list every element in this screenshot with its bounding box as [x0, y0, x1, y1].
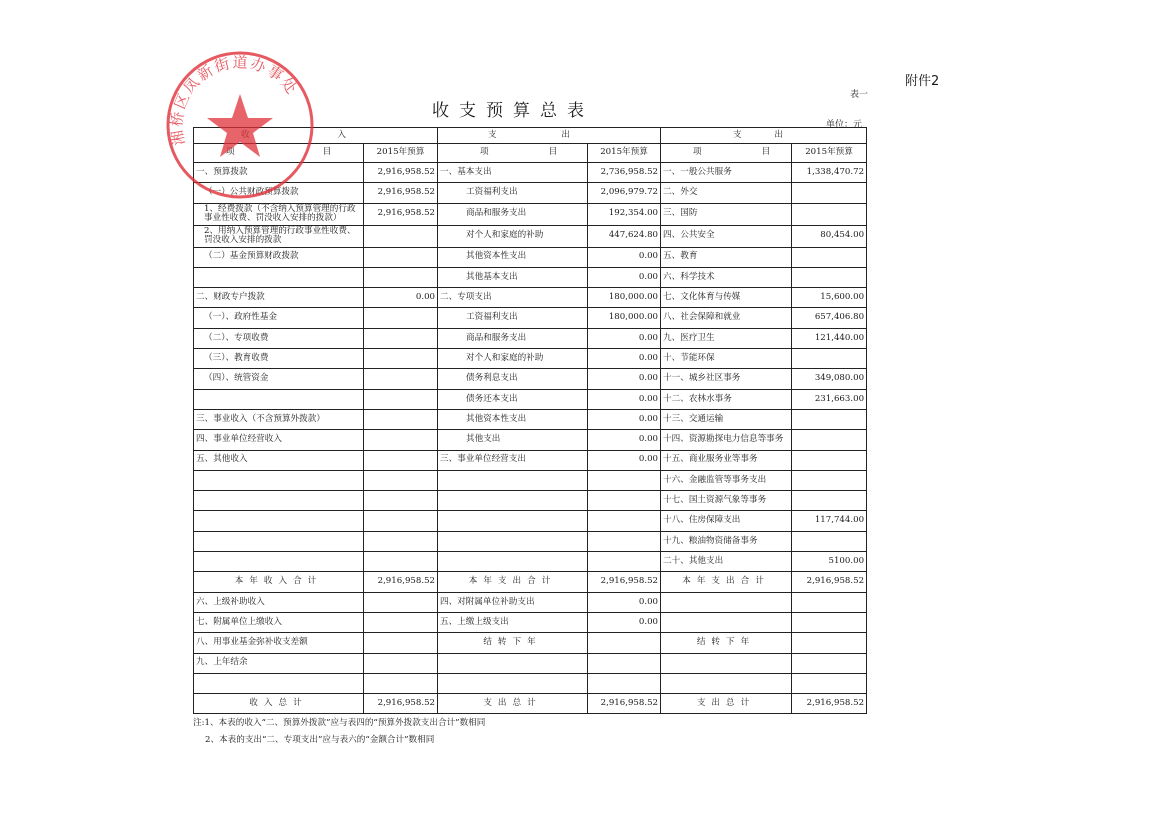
table-row	[194, 203, 867, 225]
item-cell: 对个人和家庭的补助	[438, 349, 588, 369]
table-row	[194, 349, 867, 369]
amount-cell	[364, 470, 438, 490]
amount-cell: 2,916,958.52	[588, 572, 661, 592]
footnote-2: 2、本表的支出“二、专项支出”应与表六的“金额合计”数相同	[205, 735, 435, 745]
item-cell	[438, 653, 588, 673]
item-cell: 工资福利支出	[438, 183, 588, 203]
amount-cell	[792, 183, 867, 203]
item-cell: 其他资本性支出	[438, 409, 588, 429]
item-cell: 十八、住房保障支出	[661, 511, 792, 531]
amount-cell	[364, 409, 438, 429]
item-cell	[661, 673, 792, 693]
amount-cell: 0.00	[588, 450, 661, 470]
item-cell	[438, 470, 588, 490]
amount-cell	[364, 328, 438, 348]
item-cell: 支出总计	[438, 694, 588, 714]
amount-cell: 0.00	[588, 369, 661, 389]
amount-cell: 2,916,958.52	[364, 694, 438, 714]
item-cell: 三、事业收入（不含预算外拨款）	[194, 409, 364, 429]
amount-cell	[364, 308, 438, 328]
item-cell: 五、其他收入	[194, 450, 364, 470]
table-row	[194, 491, 867, 511]
seal-text: 湘桥区凤新街道办事处	[167, 53, 302, 147]
item-cell: （二）基金预算财政拨款	[194, 247, 364, 267]
amount-cell	[588, 511, 661, 531]
amount-cell: 1,338,470.72	[792, 163, 867, 183]
item-cell: 结转下年	[661, 633, 792, 653]
table-row	[194, 673, 867, 693]
amount-cell: 180,000.00	[588, 288, 661, 308]
table-row	[194, 225, 867, 247]
table-row	[194, 694, 867, 714]
expense-group-header-1	[438, 128, 661, 144]
item-cell: 对个人和家庭的补助	[438, 225, 588, 247]
amount-cell: 2,916,958.52	[364, 183, 438, 203]
amount-cell	[364, 653, 438, 673]
item-cell: 三、国防	[661, 203, 792, 225]
item-cell	[661, 612, 792, 632]
amount-cell	[364, 552, 438, 572]
amount-cell	[364, 633, 438, 653]
item-cell: 一、基本支出	[438, 163, 588, 183]
amount-cell	[364, 369, 438, 389]
item-cell: 六、科学技术	[661, 267, 792, 287]
amount-cell	[792, 633, 867, 653]
amount-cell: 2,916,958.52	[792, 572, 867, 592]
amount-cell: 0.00	[364, 288, 438, 308]
item-cell: 四、事业单位经营收入	[194, 430, 364, 450]
item-cell	[194, 673, 364, 693]
group-char: 出	[774, 129, 783, 140]
table-number: 表一	[850, 90, 869, 100]
expense-group-header-2	[661, 128, 867, 144]
amount-cell	[588, 470, 661, 490]
amount-cell	[364, 389, 438, 409]
item-cell: 十五、商业服务业等事务	[661, 450, 792, 470]
table-row	[194, 592, 867, 612]
amount-cell: 0.00	[588, 409, 661, 429]
item-cell: 九、医疗卫生	[661, 328, 792, 348]
item-cell: 其他基本支出	[438, 267, 588, 287]
item-cell: 十三、交通运输	[661, 409, 792, 429]
item-cell	[438, 491, 588, 511]
amount-cell	[792, 203, 867, 225]
item-char: 目	[548, 147, 558, 158]
item-cell	[194, 531, 364, 551]
amount-cell	[364, 511, 438, 531]
item-cell: （一）公共财政预算拨款	[194, 183, 364, 203]
amount-cell	[792, 430, 867, 450]
table-row	[194, 267, 867, 287]
amount-cell: 2,916,958.52	[792, 694, 867, 714]
item-cell: 2、用纳入预算管理的行政事业性收费、罚没收入安排的拨款	[194, 225, 364, 247]
amount-cell: 0.00	[588, 328, 661, 348]
item-cell: 结转下年	[438, 633, 588, 653]
amount-cell: 447,624.80	[588, 225, 661, 247]
budget-header: 2015年预算	[364, 144, 438, 163]
amount-cell	[364, 491, 438, 511]
budget-header: 2015年预算	[588, 144, 661, 163]
item-cell: 五、上缴上级支出	[438, 612, 588, 632]
item-cell: 四、对附属单位补助支出	[438, 592, 588, 612]
amount-cell	[588, 552, 661, 572]
item-cell	[194, 552, 364, 572]
item-cell: 其他支出	[438, 430, 588, 450]
table-row	[194, 247, 867, 267]
item-cell: （二）、专项收费	[194, 328, 364, 348]
item-cell	[661, 653, 792, 673]
item-char: 项	[693, 147, 702, 158]
item-cell	[438, 552, 588, 572]
amount-cell: 5100.00	[792, 552, 867, 572]
amount-cell	[792, 267, 867, 287]
item-cell: 二十、其他支出	[661, 552, 792, 572]
amount-cell	[364, 267, 438, 287]
amount-cell: 0.00	[588, 349, 661, 369]
item-cell: 十一、城乡社区事务	[661, 369, 792, 389]
amount-cell	[364, 349, 438, 369]
footnotes	[193, 715, 485, 749]
amount-cell: 349,080.00	[792, 369, 867, 389]
item-cell: （三）、教育收费	[194, 349, 364, 369]
footnote-1: 注:1、本表的收入“二、预算外拨款”应与表四的“预算外拨款支出合计”数相同	[193, 718, 486, 728]
item-cell: 1、经费拨款（不含纳入预算管理的行政事业性收费、罚没收入安排的拨款）	[194, 203, 364, 225]
item-char: 目	[761, 147, 771, 158]
item-cell: 六、上级补助收入	[194, 592, 364, 612]
table-row	[194, 470, 867, 490]
item-cell: 支出总计	[661, 694, 792, 714]
amount-cell	[792, 653, 867, 673]
table-row	[194, 552, 867, 572]
table-row	[194, 633, 867, 653]
item-cell: （一）、政府性基金	[194, 308, 364, 328]
item-cell	[194, 491, 364, 511]
amount-cell	[364, 592, 438, 612]
item-cell: 七、附属单位上缴收入	[194, 612, 364, 632]
table-row	[194, 450, 867, 470]
amount-cell	[792, 592, 867, 612]
amount-cell	[364, 225, 438, 247]
item-cell: 其他资本性支出	[438, 247, 588, 267]
item-cell: 十六、金融监管等事务支出	[661, 470, 792, 490]
amount-cell: 15,600.00	[792, 288, 867, 308]
item-cell: 十、节能环保	[661, 349, 792, 369]
attachment-label: 附件2	[905, 74, 940, 89]
item-cell	[194, 389, 364, 409]
item-cell: 工资福利支出	[438, 308, 588, 328]
item-cell: 十九、粮油物资储备事务	[661, 531, 792, 551]
item-cell: 四、公共安全	[661, 225, 792, 247]
item-cell: 一、预算拨款	[194, 163, 364, 183]
amount-cell	[792, 470, 867, 490]
item-cell: 二、财政专户拨款	[194, 288, 364, 308]
table-row	[194, 612, 867, 632]
amount-cell: 0.00	[588, 267, 661, 287]
item-cell	[438, 511, 588, 531]
amount-cell	[364, 247, 438, 267]
item-cell: 本年收入合计	[194, 572, 364, 592]
item-cell	[661, 592, 792, 612]
amount-cell	[792, 409, 867, 429]
item-cell: 商品和服务支出	[438, 203, 588, 225]
amount-cell	[792, 612, 867, 632]
amount-cell: 2,916,958.52	[364, 203, 438, 225]
item-cell: 本年支出合计	[438, 572, 588, 592]
amount-cell	[792, 673, 867, 693]
item-cell: 本年支出合计	[661, 572, 792, 592]
amount-cell	[792, 450, 867, 470]
item-char: 项	[226, 147, 235, 158]
item-cell: 商品和服务支出	[438, 328, 588, 348]
amount-cell: 80,454.00	[792, 225, 867, 247]
table-row	[194, 308, 867, 328]
table-row	[194, 572, 867, 592]
item-cell	[438, 673, 588, 693]
amount-cell	[588, 491, 661, 511]
item-cell: 八、社会保障和就业	[661, 308, 792, 328]
item-cell	[438, 531, 588, 551]
unit-label: 单位：元	[826, 120, 863, 130]
item-cell: 二、外交	[661, 183, 792, 203]
amount-cell	[588, 633, 661, 653]
item-cell	[194, 511, 364, 531]
amount-cell	[588, 653, 661, 673]
amount-cell: 0.00	[588, 592, 661, 612]
item-cell: 三、事业单位经营支出	[438, 450, 588, 470]
official-seal-icon	[163, 48, 317, 202]
group-char: 入	[337, 129, 346, 140]
item-header	[438, 144, 588, 163]
item-cell: 五、教育	[661, 247, 792, 267]
amount-cell	[792, 491, 867, 511]
group-char: 出	[561, 129, 570, 140]
amount-cell: 2,916,958.52	[364, 572, 438, 592]
amount-cell	[792, 531, 867, 551]
amount-cell	[364, 673, 438, 693]
amount-cell: 192,354.00	[588, 203, 661, 225]
amount-cell	[364, 430, 438, 450]
page-title: 收支预算总表	[432, 101, 594, 121]
item-cell: 债务还本支出	[438, 389, 588, 409]
amount-cell: 0.00	[588, 612, 661, 632]
amount-cell: 231,663.00	[792, 389, 867, 409]
budget-summary-table	[193, 127, 867, 714]
amount-cell	[792, 349, 867, 369]
group-char: 支	[488, 129, 497, 140]
item-cell: 七、文化体育与传媒	[661, 288, 792, 308]
table-row	[194, 389, 867, 409]
budget-header: 2015年预算	[792, 144, 867, 163]
item-cell	[194, 470, 364, 490]
item-cell: 十四、资源勘探电力信息等事务	[661, 430, 792, 450]
amount-cell: 0.00	[588, 247, 661, 267]
amount-cell	[588, 531, 661, 551]
amount-cell	[792, 247, 867, 267]
item-char: 目	[322, 147, 332, 158]
table-row	[194, 653, 867, 673]
amount-cell: 0.00	[588, 389, 661, 409]
amount-cell: 121,440.00	[792, 328, 867, 348]
item-cell: 收入总计	[194, 694, 364, 714]
item-cell: 十七、国土资源气象等事务	[661, 491, 792, 511]
amount-cell: 2,736,958.52	[588, 163, 661, 183]
table-row	[194, 288, 867, 308]
amount-cell: 2,916,958.52	[364, 163, 438, 183]
table-row	[194, 328, 867, 348]
item-header	[661, 144, 792, 163]
item-cell	[194, 267, 364, 287]
table-row	[194, 409, 867, 429]
table-row	[194, 369, 867, 389]
table-row	[194, 430, 867, 450]
amount-cell: 2,096,979.72	[588, 183, 661, 203]
item-cell: 债务利息支出	[438, 369, 588, 389]
table-row	[194, 531, 867, 551]
amount-cell	[364, 612, 438, 632]
amount-cell: 2,916,958.52	[588, 694, 661, 714]
table-row	[194, 511, 867, 531]
amount-cell: 0.00	[588, 430, 661, 450]
amount-cell: 657,406.80	[792, 308, 867, 328]
amount-cell	[364, 531, 438, 551]
item-cell: 二、专项支出	[438, 288, 588, 308]
item-cell: 十二、农林水事务	[661, 389, 792, 409]
amount-cell: 180,000.00	[588, 308, 661, 328]
amount-cell	[364, 450, 438, 470]
item-cell: （四）、统管资金	[194, 369, 364, 389]
item-char: 项	[480, 147, 489, 158]
amount-cell	[588, 673, 661, 693]
group-char: 支	[733, 129, 742, 140]
item-cell: 一、一般公共服务	[661, 163, 792, 183]
amount-cell: 117,744.00	[792, 511, 867, 531]
item-cell: 九、上年结余	[194, 653, 364, 673]
item-cell: 八、用事业基金弥补收支差额	[194, 633, 364, 653]
